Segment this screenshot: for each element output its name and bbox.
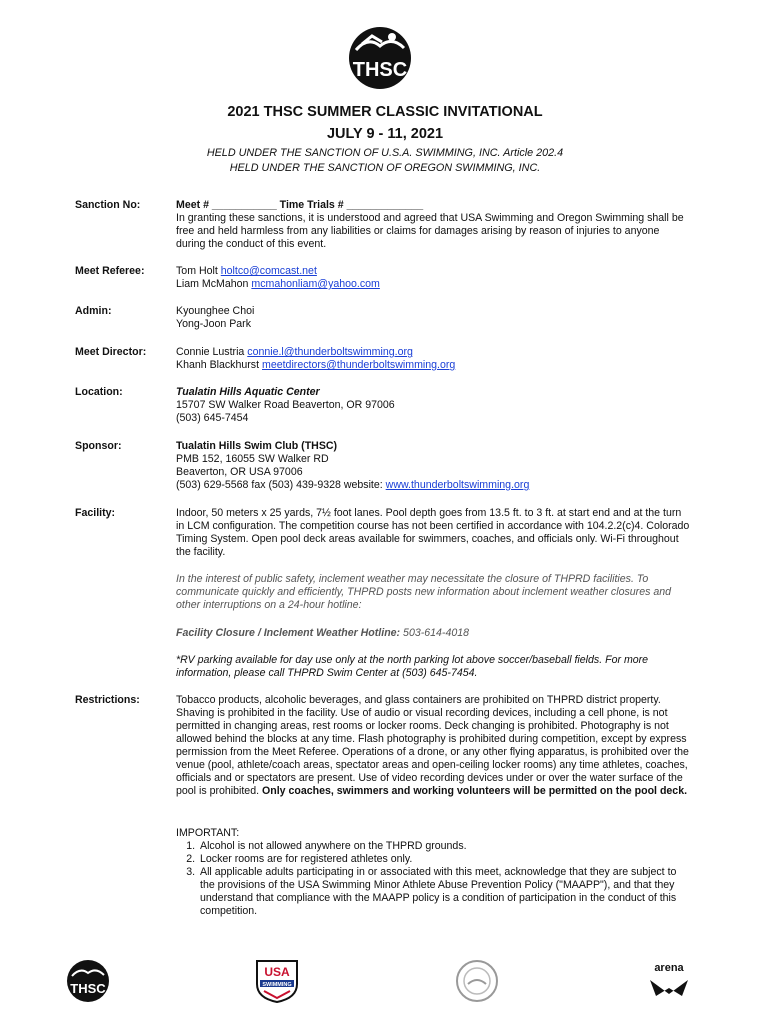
footer-thsc-logo: [66, 958, 110, 1004]
list-item: 3. All applicable adults participating in or associated with this meet, acknowledge that they are subject to the provisions of the USA Swimming Minor Athlete Abuse Prevention Policy ("MAAPP"), and that they understand that compliance with the MAAPP policy is a condition of participation in the conduct of this competition.: [198, 866, 691, 918]
director-email-2[interactable]: meetdirectors@thunderboltswimming.org: [262, 359, 456, 371]
hotline-line: [176, 627, 691, 640]
arena-logo-text: arena: [654, 962, 684, 974]
director-email-1[interactable]: connie.l@thunderboltswimming.org: [247, 346, 413, 358]
sanction-label: Sanction No:: [75, 199, 141, 211]
sponsor-address-1: PMB 152, 16055 SW Walker RD: [176, 453, 329, 465]
important-list: [176, 840, 691, 918]
important-block: [176, 827, 691, 918]
restrictions-bold-text: Only coaches, swimmers and working volunteers will be permitted on the pool deck.: [262, 785, 688, 797]
director-name-2: Khanh Blackhurst: [176, 359, 260, 371]
sanction-text: In granting these sanctions, it is understood and agreed that USA Swimming and Oregon Swimming shall be free and held harmless from any liabilities or claims for damages arising by reason of injuries to anyone during the conduct of this event.: [176, 212, 684, 250]
director-label: Meet Director:: [75, 346, 147, 358]
usa-logo-text: USA: [264, 965, 290, 979]
page-title: 2021 THSC SUMMER CLASSIC INVITATIONAL: [227, 104, 543, 120]
usa-swimming-logo: [254, 958, 300, 1004]
meet-dates: JULY 9 - 11, 2021: [326, 126, 444, 142]
facility-text: Indoor, 50 meters x 25 yards, 7½ foot lanes. Pool depth goes from 13.5 ft. to 3 ft. at start end and at the turn in LCM configuration. The competition course has not been certified in accordance with 104.2.2(c)4. Colorado Timing System. Open pool deck areas available for swimmers, coaches, and officials only. Wi-Fi throughout the facility.: [176, 507, 690, 558]
facility-label: Facility:: [75, 507, 116, 519]
sponsor-website-link[interactable]: www.thunderboltswimming.org: [385, 479, 530, 491]
sponsor-contact: (503) 629-5568 fax (503) 439-9328 website:: [176, 479, 383, 491]
location-name: Tualatin Hills Aquatic Center: [176, 386, 320, 398]
weather-note: In the interest of public safety, inclement weather may necessitate the closure of THPRD facilities. To communicate quickly and efficiently, THPRD posts new information about inclement weather closures and other interruptions on a 24-hour hotline:: [176, 573, 671, 611]
referee-email-2[interactable]: mcmahonliam@yahoo.com: [251, 278, 380, 290]
admin-name-2: Yong-Joon Park: [176, 318, 251, 330]
admin-name-1: Kyounghee Choi: [176, 305, 255, 317]
sanction-meet-line: Meet # ___________ Time Trials # _____________: [176, 199, 424, 211]
restrictions-label: Restrictions:: [75, 694, 140, 706]
rv-note: *RV parking available for day use only at the north parking lot above soccer/baseball fields. For more information, please call THPRD Swim Center at (503) 645-7454.: [176, 654, 649, 679]
arena-logo: [646, 958, 692, 1004]
sponsor-address-2: Beaverton, OR USA 97006: [176, 466, 303, 478]
referee-name-2: Liam McMahon: [176, 278, 249, 290]
director-name-1: Connie Lustria: [176, 346, 245, 358]
admin-label: Admin:: [75, 305, 112, 317]
hotline-label: Facility Closure / Inclement Weather Hotline:: [176, 627, 401, 639]
referee-email-1[interactable]: holtco@comcast.net: [220, 265, 317, 277]
referee-name-1: Tom Holt: [176, 265, 218, 277]
location-address: 15707 SW Walker Road Beaverton, OR 97006: [176, 399, 395, 411]
oregon-swimming-seal: [454, 958, 500, 1004]
restrictions-text: Tobacco products, alcoholic beverages, and glass containers are prohibited on THPRD district property. Shaving is prohibited in the facility. Use of audio or visual recording devices, including a cell phone, is not permitted in changing areas, rest rooms or locker rooms. Deck changing is prohibited. Photography is not allowed behind the blocks at any time. Flash photography is prohibited during competition, except by express permission from the Meet Referee. Operations of a drone, or any other flying apparatus, is prohibited over the venue (pool, athlete/coach areas, spectator areas and open-ceiling locker rooms) any time athletes, coaches, officials and or spectators are present. Use of video recording devices under or over the water surface of the pool is prohibited.: [176, 694, 689, 797]
footer-thsc-logo-text: THSC: [70, 981, 106, 996]
list-item: 1. Alcohol is not allowed anywhere on the THPRD grounds.: [198, 840, 691, 853]
sanction-oregon: HELD UNDER THE SANCTION OF OREGON SWIMMING, INC.: [229, 162, 541, 174]
hotline-number: 503-614-4018: [403, 627, 470, 639]
important-label: IMPORTANT:: [176, 827, 240, 839]
location-phone: (503) 645-7454: [176, 412, 249, 424]
sponsor-label: Sponsor:: [75, 440, 122, 452]
sponsor-name: Tualatin Hills Swim Club (THSC): [176, 440, 338, 452]
referee-label: Meet Referee:: [75, 265, 145, 277]
sanction-usa: HELD UNDER THE SANCTION OF U.S.A. SWIMMING, INC. Article 202.4: [206, 147, 564, 159]
thsc-logo-text: THSC: [352, 59, 408, 81]
thsc-logo: [348, 22, 412, 96]
list-item: 2. Locker rooms are for registered athletes only.: [198, 853, 691, 866]
usa-logo-subtext: SWIMMING: [262, 982, 292, 988]
location-label: Location:: [75, 386, 123, 398]
